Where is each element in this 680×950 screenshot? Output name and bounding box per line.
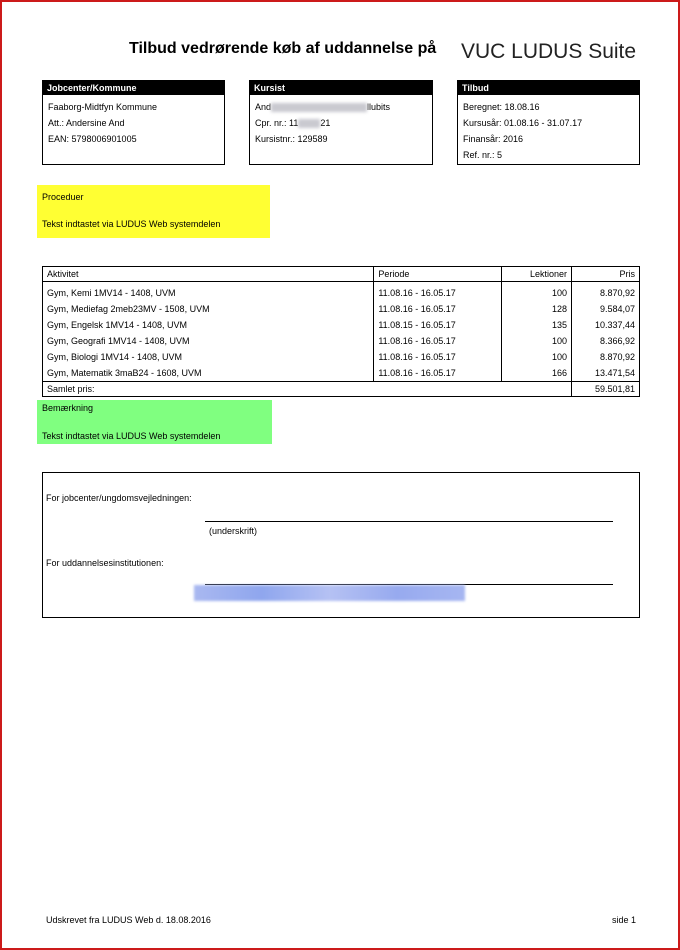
total-label: Samlet pris: xyxy=(43,382,572,397)
cell-lektioner: 100 xyxy=(502,349,572,365)
cell-aktivitet: Gym, Geografi 1MV14 - 1408, UVM xyxy=(43,333,374,349)
cell-aktivitet: Gym, Biologi 1MV14 - 1408, UVM xyxy=(43,349,374,365)
jobcenter-signature-line xyxy=(205,521,613,522)
kursist-box xyxy=(249,80,433,165)
cell-periode: 11.08.16 - 16.05.17 xyxy=(374,333,502,349)
cell-lektioner: 135 xyxy=(502,317,572,333)
signature-caption: (underskrift) xyxy=(209,526,258,536)
jobcenter-att: Att.: Andersine And xyxy=(48,118,125,128)
cell-lektioner: 100 xyxy=(502,333,572,349)
procedure-note xyxy=(37,185,270,238)
col-periode: Periode xyxy=(374,267,502,282)
table-row xyxy=(43,301,640,317)
institution-signature-label: For uddannelsesinstitutionen: xyxy=(46,558,164,568)
cell-aktivitet: Gym, Mediefag 2meb23MV - 1508, UVM xyxy=(43,301,374,317)
jobcenter-header: Jobcenter/Kommune xyxy=(43,81,224,95)
cell-lektioner: 100 xyxy=(502,282,572,302)
col-pris: Pris xyxy=(572,267,640,282)
total-value: 59.501,81 xyxy=(572,382,640,397)
cell-aktivitet: Gym, Matematik 3maB24 - 1608, UVM xyxy=(43,365,374,382)
cell-pris: 13.471,54 xyxy=(572,365,640,382)
table-row xyxy=(43,349,640,365)
cell-periode: 11.08.16 - 16.05.17 xyxy=(374,349,502,365)
cell-periode: 11.08.16 - 16.05.17 xyxy=(374,365,502,382)
cell-pris: 8.870,92 xyxy=(572,282,640,302)
cell-aktivitet: Gym, Kemi 1MV14 - 1408, UVM xyxy=(43,282,374,302)
kursist-header: Kursist xyxy=(250,81,432,95)
brand-logo-text: VUC LUDUS Suite xyxy=(461,40,637,63)
cell-aktivitet: Gym, Engelsk 1MV14 - 1408, UVM xyxy=(43,317,374,333)
remark-text: Tekst indtastet via LUDUS Web systemdelen xyxy=(42,431,221,441)
cell-pris: 8.870,92 xyxy=(572,349,640,365)
cell-lektioner: 128 xyxy=(502,301,572,317)
cell-periode: 11.08.16 - 16.05.17 xyxy=(374,301,502,317)
activity-table xyxy=(42,266,640,397)
tilbud-finansaar: Finansår: 2016 xyxy=(463,134,524,144)
jobcenter-ean: EAN: 5798006901005 xyxy=(48,134,137,144)
cell-periode: 11.08.15 - 16.05.17 xyxy=(374,317,502,333)
tilbud-kursusaar: Kursusår: 01.08.16 - 31.07.17 xyxy=(463,118,583,128)
cell-pris: 9.584,07 xyxy=(572,301,640,317)
document-title: Tilbud vedrørende køb af uddannelse på xyxy=(129,40,437,57)
kursist-cpr: Cpr. nr.: 11 21 xyxy=(255,118,331,128)
signature-box xyxy=(42,472,640,618)
remark-heading: Bemærkning xyxy=(42,403,94,413)
procedure-heading: Proceduer xyxy=(42,192,84,202)
total-row xyxy=(43,382,640,397)
cell-pris: 10.337,44 xyxy=(572,317,640,333)
kursist-number: Kursistnr.: 129589 xyxy=(255,134,328,144)
jobcenter-box xyxy=(42,80,225,165)
tilbud-box xyxy=(457,80,640,165)
tilbud-ref: Ref. nr.: 5 xyxy=(463,150,503,160)
cell-periode: 11.08.16 - 16.05.17 xyxy=(374,282,502,302)
jobcenter-name: Faaborg-Midtfyn Kommune xyxy=(48,102,158,112)
kursist-name: And llubits xyxy=(255,102,391,112)
redacted-blur xyxy=(271,103,367,112)
footer-printed: Udskrevet fra LUDUS Web d. 18.08.2016 xyxy=(46,915,211,925)
col-aktivitet: Aktivitet xyxy=(43,267,374,282)
redacted-blur xyxy=(298,119,320,128)
tilbud-beregnet: Beregnet: 18.08.16 xyxy=(463,102,540,112)
tilbud-header: Tilbud xyxy=(458,81,639,95)
cell-pris: 8.366,92 xyxy=(572,333,640,349)
table-row xyxy=(43,333,640,349)
table-row xyxy=(43,365,640,382)
col-lektioner: Lektioner xyxy=(502,267,572,282)
cell-lektioner: 166 xyxy=(502,365,572,382)
footer-page-number: side 1 xyxy=(611,915,636,925)
remark-note xyxy=(37,400,272,444)
table-row xyxy=(43,282,640,302)
procedure-text: Tekst indtastet via LUDUS Web systemdelen xyxy=(42,219,221,229)
jobcenter-signature-label: For jobcenter/ungdomsvejledningen: xyxy=(46,493,192,503)
redacted-signature-blur xyxy=(194,585,465,601)
table-row xyxy=(43,317,640,333)
